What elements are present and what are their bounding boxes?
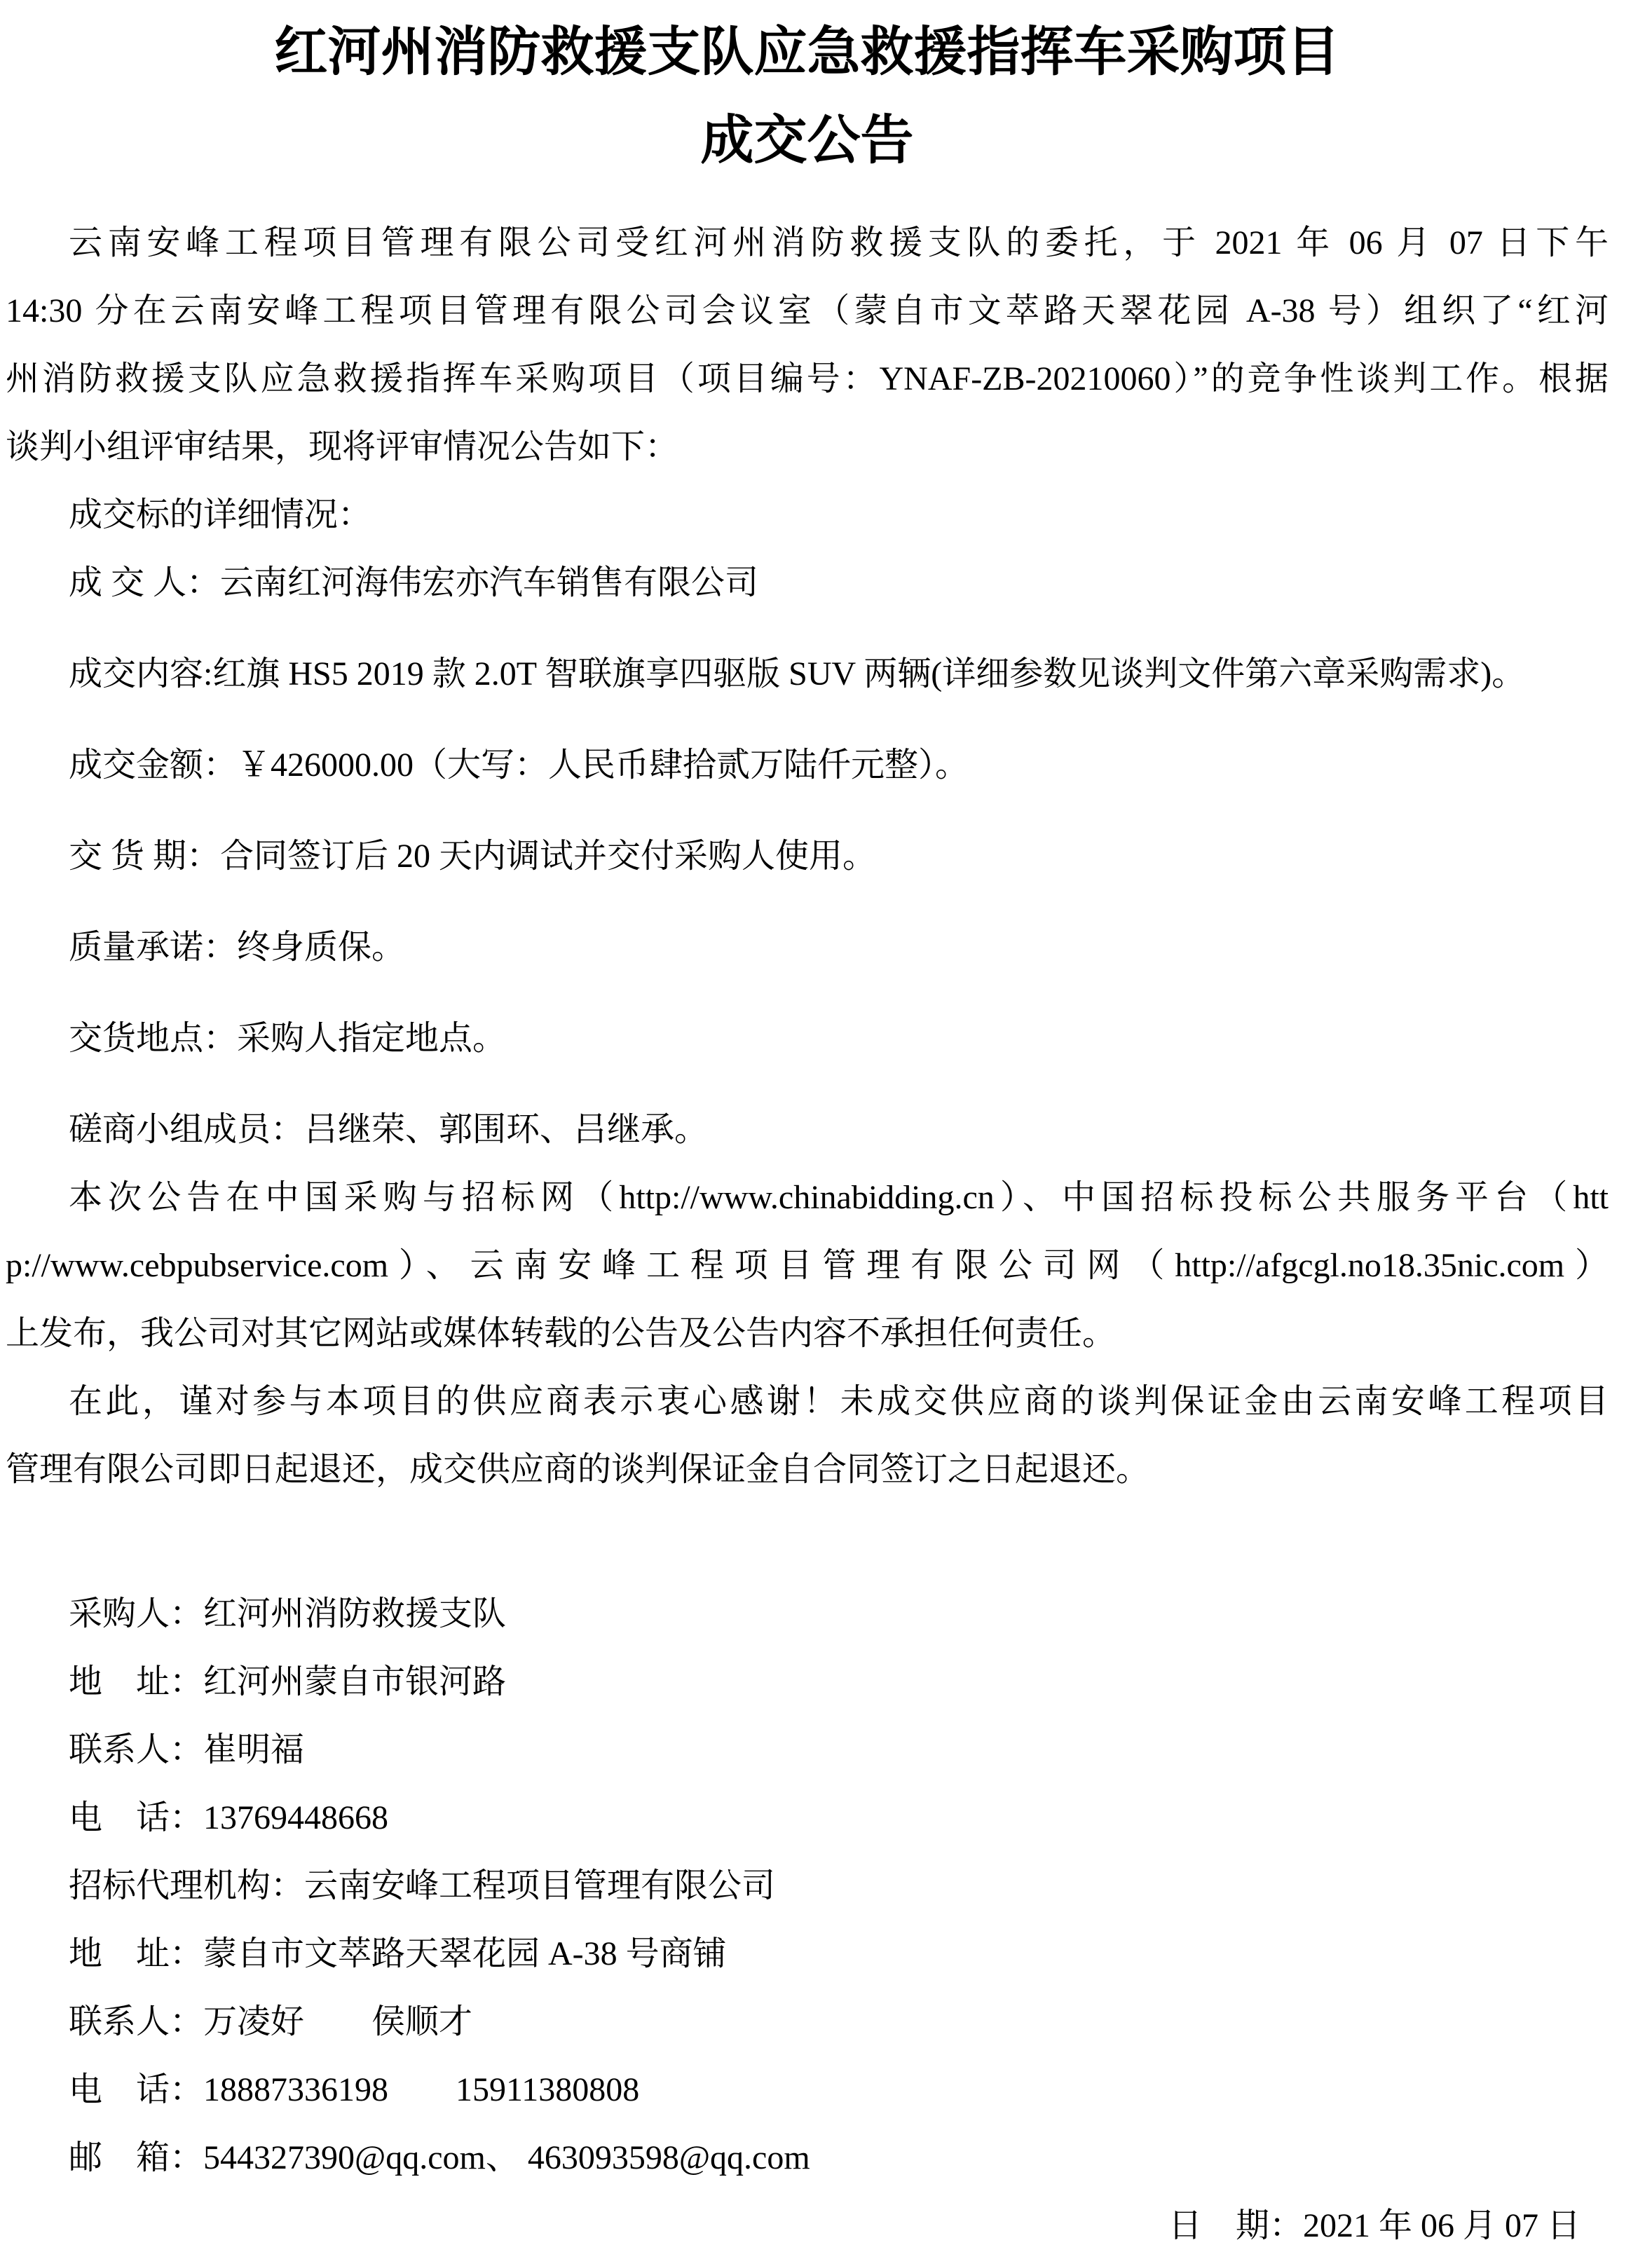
detail-heading: 成交标的详细情况： (69, 496, 372, 533)
contact-agency: 招标代理机构：云南安峰工程项目管理有限公司 (69, 1867, 776, 1904)
document-subtitle: 成交公告 (700, 111, 914, 170)
contact-agency-address: 地 址：蒙自市文萃路天翠花园 A-38 号商铺 (69, 1935, 727, 1972)
intro-line-1: 云南安峰工程项目管理有限公司受红河州消防救援支队的委托，于 2021 年 06 月 07 日下午 (69, 224, 1609, 261)
intro-line-4: 谈判小组评审结果，现将评审情况公告如下： (6, 428, 679, 465)
amount-line: 成交金额：￥426000.00（大写：人民币肆拾贰万陆仟元整）。 (69, 746, 969, 784)
intro-paragraph (6, 209, 1609, 481)
publish-line-3: 上发布，我公司对其它网站或媒体转载的公告及公告内容不承担任何责任。 (6, 1315, 1117, 1352)
contact-purchaser-address: 地 址：红河州蒙自市银河路 (69, 1663, 507, 1700)
thanks-line-2: 管理有限公司即日起退还，成交供应商的谈判保证金自合同签订之日起退还。 (6, 1451, 1150, 1488)
publish-line-2: p://www.cebpubservice.com）、云南安峰工程项目管理有限公司网（http://afgcgl.no18.35nic.com） (6, 1247, 1609, 1284)
content-line: 成交内容:红旗 HS5 2019 款 2.0T 智联旗享四驱版 SUV 两辆(详细参数见谈判文件第六章采购需求)。 (69, 655, 1526, 692)
publish-line-1: 本次公告在中国采购与招标网（http://www.chinabidding.cn）、中国招标投标公共服务平台（htt (69, 1179, 1609, 1216)
intro-line-2: 14:30 分在云南安峰工程项目管理有限公司会议室（蒙自市文萃路天翠花园 A-38 号）组织了“红河 (6, 292, 1609, 329)
thanks-line-1: 在此，谨对参与本项目的供应商表示衷心感谢！未成交供应商的谈判保证金由云南安峰工程项目 (69, 1383, 1609, 1420)
panel-members-line: 磋商小组成员：吕继荣、郭围环、吕继承。 (69, 1111, 709, 1148)
deal-details (6, 481, 1609, 1164)
contact-agency-person: 联系人：万凌好 侯顺才 (69, 2003, 473, 2040)
winner-line: 成 交 人：云南红河海伟宏亦汽车销售有限公司 (69, 564, 759, 601)
contact-block (6, 1580, 1609, 2192)
intro-line-3: 州消防救援支队应急救援指挥车采购项目（项目编号：YNAF-ZB-20210060）”的竞争性谈判工作。根据 (6, 360, 1609, 397)
document-title: 红河州消防救援支队应急救援指挥车采购项目 (274, 23, 1340, 82)
publish-paragraph (6, 1164, 1609, 1367)
contact-agency-phone: 电 话：18887336198 15911380808 (69, 2071, 640, 2108)
delivery-term-line: 交 货 期：合同签订后 20 天内调试并交付采购人使用。 (69, 838, 877, 875)
thanks-paragraph (6, 1367, 1609, 1503)
delivery-place-line: 交货地点：采购人指定地点。 (69, 1020, 507, 1057)
contact-purchaser-person: 联系人：崔明福 (69, 1731, 305, 1768)
contact-purchaser-phone: 电 话：13769448668 (69, 1799, 389, 1836)
date-line: 日 期：2021 年 06 月 07 日 (1168, 2207, 1581, 2244)
contact-agency-email: 邮 箱：544327390@qq.com、 463093598@qq.com (69, 2139, 810, 2176)
contact-purchaser: 采购人：红河州消防救援支队 (69, 1595, 507, 1632)
quality-line: 质量承诺：终身质保。 (69, 929, 406, 966)
